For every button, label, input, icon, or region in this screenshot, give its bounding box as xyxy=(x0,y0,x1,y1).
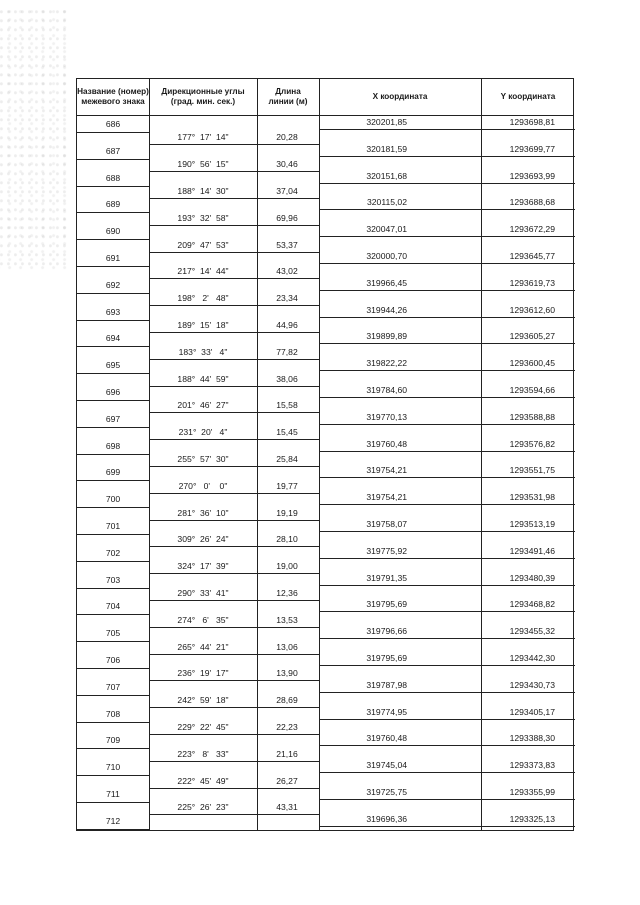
segment-angle: 190° 56' 15" xyxy=(177,159,229,170)
row-divider xyxy=(149,546,319,547)
segment-length: 21,16 xyxy=(276,748,298,759)
row-divider xyxy=(319,665,575,666)
segment-angle: 225° 26' 23" xyxy=(177,802,229,813)
row-divider xyxy=(319,558,575,559)
row-divider xyxy=(149,493,319,494)
point-x-coordinate: 319966,45 xyxy=(366,277,407,288)
point-name: 692 xyxy=(105,279,121,290)
segment-length: 28,10 xyxy=(276,534,298,545)
header-angle: Дирекционные углы (град. мин. сек.) xyxy=(161,87,245,106)
segment-length: 19,00 xyxy=(276,561,298,572)
point-y-coordinate: 1293355,99 xyxy=(509,787,555,797)
row-divider xyxy=(77,561,149,562)
row-divider xyxy=(77,480,149,481)
point-x-coordinate: 320201,85 xyxy=(366,117,407,127)
row-divider xyxy=(319,397,575,398)
segment-length: 69,96 xyxy=(276,212,298,223)
row-divider xyxy=(319,745,575,746)
point-name: 710 xyxy=(105,762,121,773)
segment-length: 13,90 xyxy=(276,668,298,679)
row-divider xyxy=(77,534,149,535)
point-x-coordinate: 319796,66 xyxy=(366,626,407,637)
row-divider xyxy=(319,129,575,130)
point-name: 694 xyxy=(105,333,121,344)
segment-angle: 188° 14' 30" xyxy=(177,186,229,196)
header-y: Y координата xyxy=(500,92,556,101)
point-name: 690 xyxy=(105,226,121,237)
point-x-coordinate: 319774,95 xyxy=(366,706,407,717)
row-divider xyxy=(149,252,319,253)
row-divider xyxy=(77,641,149,642)
row-divider xyxy=(149,520,319,521)
row-divider xyxy=(319,638,575,639)
point-y-coordinate: 1293600,45 xyxy=(509,358,555,369)
point-name: 693 xyxy=(105,306,121,317)
row-divider xyxy=(319,290,575,291)
segment-angle: 193° 32' 58" xyxy=(177,212,229,223)
row-divider xyxy=(77,373,149,374)
point-name: 687 xyxy=(105,145,121,156)
row-divider xyxy=(149,761,319,762)
row-divider xyxy=(319,343,575,344)
point-y-coordinate: 1293588,88 xyxy=(509,411,555,422)
row-divider xyxy=(149,332,319,333)
row-divider xyxy=(319,370,575,371)
point-x-coordinate: 319822,22 xyxy=(366,358,407,369)
segment-length: 15,45 xyxy=(276,427,298,438)
point-name: 699 xyxy=(105,467,121,478)
point-name: 691 xyxy=(105,253,121,263)
header-x: X координата xyxy=(372,92,428,101)
point-x-coordinate: 319760,48 xyxy=(366,733,407,744)
point-y-coordinate: 1293619,73 xyxy=(509,277,555,288)
segment-length: 23,34 xyxy=(276,293,298,304)
segment-length: 15,58 xyxy=(276,400,298,411)
segment-length: 22,23 xyxy=(276,722,298,732)
row-divider xyxy=(319,477,575,478)
segment-length: 20,28 xyxy=(276,132,298,143)
segment-angle: 236° 19' 17" xyxy=(177,668,229,679)
row-divider xyxy=(319,317,575,318)
row-divider xyxy=(77,266,149,267)
segment-angle: 270° 0' 0" xyxy=(178,480,228,491)
row-divider xyxy=(77,802,149,803)
point-x-coordinate: 319784,60 xyxy=(366,385,407,395)
point-x-coordinate: 319745,04 xyxy=(366,760,407,771)
row-divider xyxy=(319,424,575,425)
segment-angle: 201° 46' 27" xyxy=(177,400,229,411)
point-y-coordinate: 1293605,27 xyxy=(509,331,555,342)
row-divider xyxy=(319,826,575,827)
row-divider xyxy=(149,144,319,145)
segment-angle: 222° 45' 49" xyxy=(177,775,229,786)
segment-angle: 183° 33' 4" xyxy=(178,346,228,357)
row-divider xyxy=(77,507,149,508)
segment-angle: 309° 26' 24" xyxy=(177,534,229,545)
point-y-coordinate: 1293612,60 xyxy=(509,304,555,315)
row-divider xyxy=(319,263,575,264)
row-divider xyxy=(149,466,319,467)
segment-length: 13,53 xyxy=(276,614,298,625)
segment-angle: 281° 36' 10" xyxy=(177,507,229,518)
point-x-coordinate: 320115,02 xyxy=(367,197,407,208)
segment-length: 44,96 xyxy=(276,320,298,330)
point-y-coordinate: 1293551,75 xyxy=(509,465,555,476)
row-divider xyxy=(149,814,319,815)
point-x-coordinate: 319944,26 xyxy=(366,304,407,315)
row-divider xyxy=(149,386,319,387)
row-divider xyxy=(319,236,575,237)
point-x-coordinate: 319758,07 xyxy=(366,519,407,529)
point-name: 688 xyxy=(105,172,121,183)
row-divider xyxy=(149,680,319,681)
point-name: 696 xyxy=(105,387,121,397)
point-name: 705 xyxy=(105,628,121,639)
segment-length: 19,19 xyxy=(276,507,298,518)
row-divider xyxy=(319,719,575,720)
segment-length: 12,36 xyxy=(276,588,298,598)
point-x-coordinate: 319770,13 xyxy=(366,411,407,422)
segment-angle: 209° 47' 53" xyxy=(177,239,229,250)
point-y-coordinate: 1293442,30 xyxy=(509,653,555,663)
row-divider xyxy=(77,186,149,187)
point-name: 686 xyxy=(105,119,121,129)
point-y-coordinate: 1293672,29 xyxy=(509,224,555,235)
row-divider xyxy=(149,573,319,574)
row-divider xyxy=(319,451,575,452)
segment-angle: 177° 17' 14" xyxy=(177,132,229,143)
row-divider xyxy=(77,293,149,294)
row-divider xyxy=(77,775,149,776)
row-divider xyxy=(319,531,575,532)
segment-length: 77,82 xyxy=(276,346,298,357)
segment-angle: 229° 22' 45" xyxy=(177,722,229,732)
point-x-coordinate: 319775,92 xyxy=(366,545,407,556)
segment-length: 37,04 xyxy=(276,186,298,196)
segment-angle: 265° 44' 21" xyxy=(177,641,229,652)
scan-noise xyxy=(0,10,70,270)
row-divider xyxy=(149,707,319,708)
point-name: 702 xyxy=(105,547,121,558)
row-divider xyxy=(319,692,575,693)
point-y-coordinate: 1293688,68 xyxy=(509,197,555,208)
point-y-coordinate: 1293645,77 xyxy=(509,251,555,261)
point-name: 689 xyxy=(105,199,121,210)
row-divider xyxy=(149,359,319,360)
point-y-coordinate: 1293455,32 xyxy=(509,626,555,637)
point-x-coordinate: 319754,21 xyxy=(366,492,407,503)
point-x-coordinate: 319795,69 xyxy=(366,653,407,663)
segment-length: 28,69 xyxy=(276,695,298,706)
point-y-coordinate: 1293513,19 xyxy=(509,519,555,529)
row-divider xyxy=(319,799,575,800)
point-name: 704 xyxy=(105,601,121,612)
point-y-coordinate: 1293531,98 xyxy=(509,492,555,503)
point-x-coordinate: 319791,35 xyxy=(366,572,407,583)
segment-length: 19,77 xyxy=(276,480,298,491)
point-x-coordinate: 319787,98 xyxy=(366,679,407,690)
point-name: 711 xyxy=(106,789,120,799)
point-x-coordinate: 320181,59 xyxy=(366,143,407,154)
segment-angle: 217° 14' 44" xyxy=(177,266,229,277)
row-divider xyxy=(77,320,149,321)
point-y-coordinate: 1293698,81 xyxy=(509,117,555,127)
point-name: 709 xyxy=(105,735,121,746)
point-x-coordinate: 319754,21 xyxy=(366,465,407,476)
point-x-coordinate: 319696,36 xyxy=(366,813,407,824)
row-divider xyxy=(319,585,575,586)
segment-length: 43,31 xyxy=(276,802,298,813)
row-divider xyxy=(319,183,575,184)
row-divider xyxy=(319,209,575,210)
point-name: 712 xyxy=(105,815,121,826)
row-divider xyxy=(77,829,149,830)
header-name: Название (номер) межевого знака xyxy=(77,87,149,106)
row-divider xyxy=(149,412,319,413)
segment-angle: 231° 20' 4" xyxy=(178,427,228,438)
row-divider xyxy=(77,614,149,615)
segment-angle: 223° 8' 33" xyxy=(177,748,229,759)
segment-angle: 324° 17' 39" xyxy=(177,561,229,572)
row-divider xyxy=(77,427,149,428)
point-y-coordinate: 1293576,82 xyxy=(509,438,555,449)
row-divider xyxy=(77,400,149,401)
row-divider xyxy=(319,156,575,157)
row-divider xyxy=(149,654,319,655)
point-x-coordinate: 319899,89 xyxy=(366,331,407,342)
segment-length: 30,46 xyxy=(276,159,298,170)
segment-angle: 274° 6' 35" xyxy=(177,614,229,625)
point-x-coordinate: 319760,48 xyxy=(366,438,407,449)
point-name: 695 xyxy=(105,360,121,371)
row-divider xyxy=(77,748,149,749)
segment-length: 26,27 xyxy=(276,775,298,786)
row-divider xyxy=(149,225,319,226)
row-divider xyxy=(149,439,319,440)
point-y-coordinate: 1293491,46 xyxy=(509,545,555,556)
row-divider xyxy=(77,668,149,669)
row-divider xyxy=(149,788,319,789)
segment-angle: 255° 57' 30" xyxy=(177,454,229,464)
col-divider xyxy=(319,79,320,830)
coordinates-table xyxy=(76,78,574,831)
segment-length: 25,84 xyxy=(276,454,298,464)
row-divider xyxy=(149,278,319,279)
row-divider xyxy=(149,198,319,199)
point-name: 708 xyxy=(105,708,121,719)
point-x-coordinate: 319725,75 xyxy=(366,787,407,797)
segment-angle: 198° 2' 48" xyxy=(177,293,229,304)
col-divider xyxy=(481,79,482,830)
segment-length: 53,37 xyxy=(276,239,298,250)
point-name: 697 xyxy=(105,413,121,424)
point-name: 707 xyxy=(105,681,121,692)
point-y-coordinate: 1293325,13 xyxy=(509,813,555,824)
point-name: 706 xyxy=(105,655,121,665)
point-y-coordinate: 1293388,30 xyxy=(509,733,555,744)
point-y-coordinate: 1293405,17 xyxy=(509,706,555,717)
segment-angle: 242° 59' 18" xyxy=(177,695,229,706)
row-divider xyxy=(77,454,149,455)
segment-length: 13,06 xyxy=(276,641,298,652)
segment-length: 38,06 xyxy=(276,373,298,384)
point-y-coordinate: 1293468,82 xyxy=(509,599,555,610)
point-name: 700 xyxy=(105,494,121,505)
point-y-coordinate: 1293699,77 xyxy=(509,143,555,154)
row-divider xyxy=(77,722,149,723)
row-divider xyxy=(319,611,575,612)
header-divider xyxy=(77,115,573,116)
segment-angle: 188° 44' 59" xyxy=(177,373,229,384)
point-name: 701 xyxy=(105,521,121,531)
row-divider xyxy=(149,171,319,172)
row-divider xyxy=(77,588,149,589)
row-divider xyxy=(77,159,149,160)
point-x-coordinate: 319795,69 xyxy=(366,599,407,610)
row-divider xyxy=(149,600,319,601)
segment-angle: 290° 33' 41" xyxy=(177,588,229,598)
point-y-coordinate: 1293693,99 xyxy=(509,170,555,181)
row-divider xyxy=(319,504,575,505)
segment-length: 43,02 xyxy=(276,266,298,277)
row-divider xyxy=(149,734,319,735)
point-y-coordinate: 1293430,73 xyxy=(509,679,555,690)
point-y-coordinate: 1293373,83 xyxy=(509,760,555,771)
point-name: 703 xyxy=(105,574,121,585)
point-name: 698 xyxy=(105,440,121,451)
row-divider xyxy=(77,239,149,240)
point-y-coordinate: 1293480,39 xyxy=(509,572,555,583)
segment-angle: 189° 15' 18" xyxy=(177,320,229,330)
row-divider xyxy=(77,346,149,347)
point-y-coordinate: 1293594,66 xyxy=(509,385,555,395)
row-divider xyxy=(77,212,149,213)
point-x-coordinate: 320151,68 xyxy=(366,170,407,181)
point-x-coordinate: 320047,01 xyxy=(366,224,407,235)
row-divider xyxy=(149,305,319,306)
row-divider xyxy=(319,772,575,773)
row-divider xyxy=(77,695,149,696)
row-divider xyxy=(77,132,149,133)
row-divider xyxy=(149,627,319,628)
point-x-coordinate: 320000,70 xyxy=(366,251,407,261)
header-length: Длина линии (м) xyxy=(268,87,308,106)
